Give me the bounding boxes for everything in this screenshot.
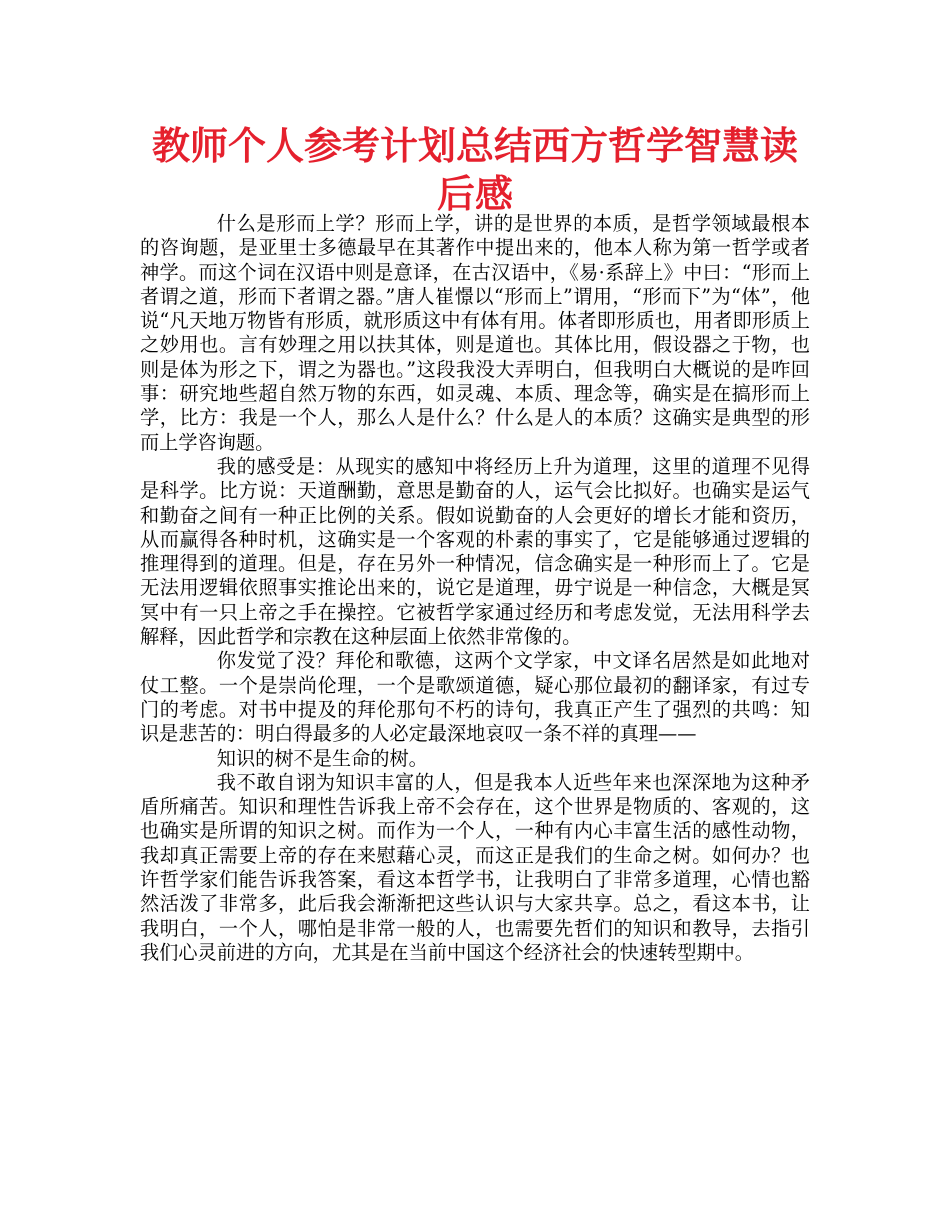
document-body bbox=[140, 212, 810, 965]
document-title: 教师个人参考计划总结西方哲学智慧读后感 bbox=[151, 124, 798, 216]
paragraph-4: 知识的树不是生命的树。 bbox=[216, 746, 428, 770]
paragraph-2: 我的感受是：从现实的感知中将经历上升为道理，这里的道理不见得是科学。比方说：天道酬勤，意思是勤奋的人，运气会比拟好。也确实是运气和勤奋之间有一种正比例的关系。假如说勤奋的人会更好的增长才能和资历，从而赢得各种时机，这确实是一个客观的朴素的事实了，它是能够通过逻辑的推理得到的道理。但是，存在另外一种情况，信念确实是一种形而上了。它是无法用逻辑依照事实推论出来的，说它是道理，毋宁说是一种信念，大概是冥冥中有一只上帝之手在操控。它被哲学家通过经历和考虑发觉，无法用科学去解释，因此哲学和宗教在这种层面上依然非常像的。 bbox=[140, 454, 810, 649]
paragraph-1: 什么是形而上学？形而上学，讲的是世界的本质，是哲学领域最根本的咨询题，是亚里士多德最早在其著作中提出来的，他本人称为第一哲学或者神学。而这个词在汉语中则是意译，在古汉语中，《易·系辞上》中曰：“形而上者谓之道，形而下者谓之器。”唐人崔憬以“形而上”谓用，“形而下”为“体”，他说“凡天地万物皆有形质，就形质这中有体有用。体者即形质也，用者即形质上之妙用也。言有妙理之用以扶其体，则是道也。其体比用，假设器之于物，也则是体为形之下，谓之为器也。”这段我没大弄明白，但我明白大概说的是咋回事：研究地些超自然万物的东西，如灵魂、本质、理念等，确实是在搞形而上学，比方：我是一个人，那么人是什么？什么是人的本质？这确实是典型的形而上学咨询题。 bbox=[140, 212, 810, 454]
paragraph-3: 你发觉了没？拜伦和歌德，这两个文学家，中文译名居然是如此地对仗工整。一个是崇尚伦理，一个是歌颂道德，疑心那位最初的翻译家，有过专门的考虑。对书中提及的拜伦那句不朽的诗句，我真正产生了强烈的共鸣：知识是悲苦的：明白得最多的人必定最深地哀叹一条不祥的真理—— bbox=[140, 649, 810, 746]
paragraph-5: 我不敢自诩为知识丰富的人，但是我本人近些年来也深深地为这种矛盾所痛苦。知识和理性告诉我上帝不会存在，这个世界是物质的、客观的，这也确实是所谓的知识之树。而作为一个人，一种有内心丰富生活的感性动物，我却真正需要上帝的存在来慰藉心灵，而这正是我们的生命之树。如何办？也许哲学家们能告诉我答案，看这本哲学书，让我明白了非常多道理，心情也豁然活泼了非常多，此后我会渐渐把这些认识与大家共享。总之，看这本书，让我明白，一个人，哪怕是非常一般的人，也需要先哲们的知识和教导，去指引我们心灵前进的方向，尤其是在当前中国这个经济社会的快速转型期中。 bbox=[140, 770, 810, 964]
